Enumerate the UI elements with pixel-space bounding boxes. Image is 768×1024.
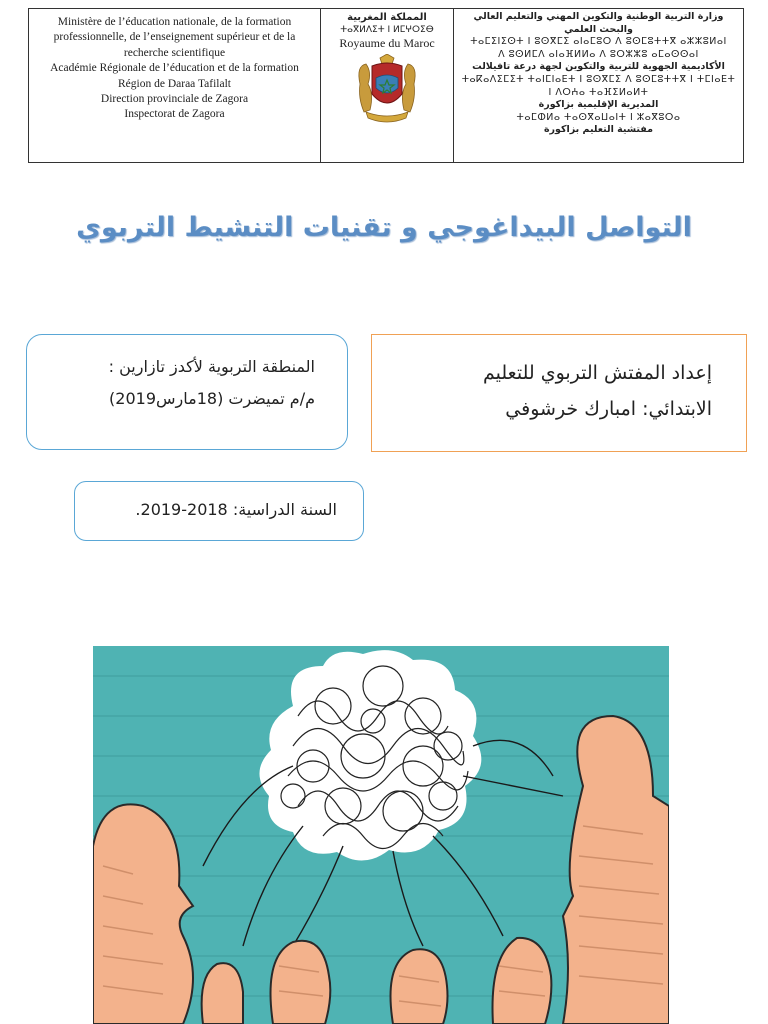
header-kingdom xyxy=(321,9,454,162)
french-line: Région de Daraa Tafilalt xyxy=(118,77,231,90)
author-line-2: الابتدائي: امبارك خرشوفي xyxy=(505,398,712,420)
arabic-line: المديرية الإقليمية بزاكورة xyxy=(538,99,659,111)
author-box xyxy=(371,334,747,452)
arabic-line: ⵜⴰⵎⵉⵏⵉⵙⵜ ⵏ ⵓⵙⴳⵎⵉ ⴰⵏⴰⵎⵓⵔ ⴷ ⵓⵙⵎⵓⵜⵜⴳ ⴰⵣⵣⵓⵍⴰⵏ xyxy=(470,36,727,48)
french-line: Ministère de l’éducation nationale, de la formation xyxy=(57,16,292,28)
kingdom-tifinagh: ⵜⴰⴳⵍⴷⵉⵜ ⵏ ⵍⵎⵖⵔⵉⴱ xyxy=(340,25,434,35)
arabic-line: ⴷ ⵓⵙⵍⵎⴷ ⴰⵏⴰⴼⵍⵍⴰ ⴷ ⵓⵔⵣⵣⵓ ⴰⵎⴰⵙⵙⴰⵏ xyxy=(498,48,699,60)
arabic-line: ⵜⴰⵎⵀⵍⴰ ⵜⴰⵙⴳⴰⵡⴰⵏⵜ ⵏ ⵣⴰⴳⵓⵔⴰ xyxy=(516,111,681,123)
arabic-line: وزارة التربية الوطنية والتكوين المهني والتعليم العالي والبحث العلمي xyxy=(473,11,724,35)
location-box xyxy=(26,334,348,450)
french-line: Académie Régionale de l’éducation et de la formation xyxy=(50,62,299,75)
header-french xyxy=(29,9,321,162)
school-year-text: السنة الدراسية: 2018-2019. xyxy=(135,500,337,519)
arabic-line: ⵜⴰⴽⴰⴷⵉⵎⵉⵜ ⵜⴰⵏⵎⵏⴰⴹⵜ ⵏ ⵓⵙⴳⵎⵉ ⴷ ⵓⵙⵎⵓⵜⵜⴳ ⵏ ⵜⵎⵏⴰⴹⵜ xyxy=(461,73,736,85)
header-arabic xyxy=(454,9,743,162)
kingdom-arabic: المملكة المغربية xyxy=(347,12,427,23)
location-line-1: المنطقة التربوية لأكدز تازارين : xyxy=(108,357,315,376)
french-line: Direction provinciale de Zagora xyxy=(100,93,249,106)
arabic-line: مفتشية التعليم بزاكورة xyxy=(543,124,654,136)
header-table xyxy=(28,8,744,163)
french-line: Inspectorat de Zagora xyxy=(124,108,225,121)
author-line-1: إعداد المفتش التربوي للتعليم xyxy=(483,362,712,384)
french-line: professionnelle, de l’enseignement supérieur et de la xyxy=(53,31,296,44)
arabic-line: الأكاديمية الجهوية للتربية والتكوين لجهة درعة تافيلالت xyxy=(472,61,725,73)
location-line-2: م/م تميضرت (18مارس2019) xyxy=(109,389,315,408)
conversation-illustration-icon xyxy=(93,646,669,1024)
kingdom-french: Royaume du Maroc xyxy=(339,36,435,50)
french-line: recherche scientifique xyxy=(123,46,226,59)
arabic-line: ⵏ ⴷⵔⵄⴰ ⵜⴰⴼⵉⵍⴰⵍⵜ xyxy=(548,86,649,98)
moroccan-emblem-icon xyxy=(352,54,422,128)
page-title: التواصل البيداغوجي و تقنيات التنشيط التربوي xyxy=(76,212,692,243)
school-year-box xyxy=(74,481,364,541)
